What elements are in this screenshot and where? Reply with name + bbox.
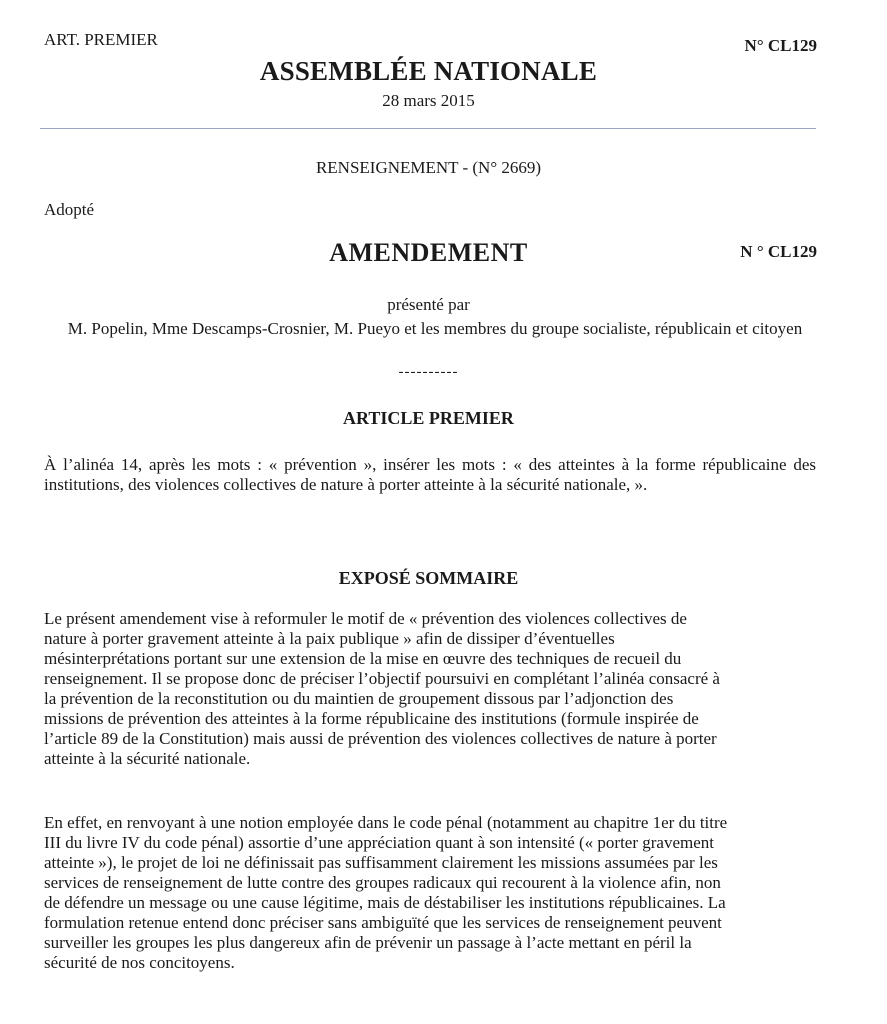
header-divider — [40, 128, 816, 129]
expose-heading: EXPOSÉ SOMMAIRE — [338, 568, 519, 588]
amendment-number-header: N° CL129 — [744, 36, 817, 55]
expose-paragraph-2 — [44, 813, 789, 973]
presented-by-label: présenté par — [387, 295, 470, 314]
paragraph-line: de défendre un message ou une cause légitime, mais de déstabiliser les institutions républicaines. La — [44, 893, 726, 912]
paragraph-line: la prévention de la reconstitution ou du maintien de groupement dissous par l’adjonction des — [44, 689, 674, 708]
paragraph-line: mésinterprétations portant sur une extension de la mise en œuvre des techniques de recueil du — [44, 649, 682, 668]
institution-title: ASSEMBLÉE NATIONALE — [259, 56, 598, 86]
section-separator: ---------- — [398, 364, 459, 380]
paragraph-line: nature à porter gravement atteinte à la paix publique » afin de dissiper d’éventuelles — [44, 629, 615, 648]
paragraph-line: Le présent amendement vise à reformuler le motif de « prévention des violences collectives de — [44, 609, 687, 628]
authors-list: M. Popelin, Mme Descamps-Crosnier, M. Pueyo et les membres du groupe socialiste, républicain et citoyen — [67, 319, 803, 338]
amendment-title: AMENDEMENT — [329, 238, 528, 267]
expose-paragraph-1 — [44, 609, 779, 769]
paragraph-line: l’article 89 de la Constitution) mais aussi de prévention des violences collectives de nature à porter — [44, 729, 717, 748]
paragraph-line: sécurité de nos concitoyens. — [44, 953, 235, 972]
document-date: 28 mars 2015 — [382, 91, 475, 110]
bill-subject: RENSEIGNEMENT - (N° 2669) — [315, 158, 542, 177]
article-reference: ART. PREMIER — [44, 30, 158, 49]
article-heading: ARTICLE PREMIER — [343, 408, 514, 428]
paragraph-line: III du livre IV du code pénal) assortie d’une appréciation quant à son intensité (« porter gravement — [44, 833, 715, 852]
paragraph-line: atteinte à la sécurité nationale. — [44, 749, 251, 768]
paragraph-line: En effet, en renvoyant à une notion employée dans le code pénal (notamment au chapitre 1er du titre — [44, 813, 728, 832]
article-text: À l’alinéa 14, après les mots : « prévention », insérer les mots : « des atteintes à la forme républicaine des institutions, des violences collectives de nature à porter atteinte à la sécurité nationale, ». — [44, 455, 816, 494]
paragraph-line: missions de prévention des atteintes à la forme républicaine des institutions (formule inspirée de — [44, 709, 699, 728]
paragraph-line: surveiller les groupes les plus dangereux afin de prévenir un passage à l’acte mettant en péril la — [44, 933, 692, 952]
paragraph-line: atteinte »), le projet de loi ne définissait pas suffisamment clairement les missions assumées par les — [44, 853, 718, 872]
paragraph-line: renseignement. Il se propose donc de préciser l’objectif poursuivi en complétant l’alinéa consacré à — [44, 669, 720, 688]
adoption-status: Adopté — [44, 200, 95, 219]
paragraph-line: services de renseignement de lutte contre des groupes radicaux qui recourent à la violence afin, non — [44, 873, 721, 892]
paragraph-line: formulation retenue entend donc préciser sans ambiguïté que les services de renseignement peuvent — [44, 913, 722, 932]
amendment-number: N ° CL129 — [740, 242, 817, 261]
